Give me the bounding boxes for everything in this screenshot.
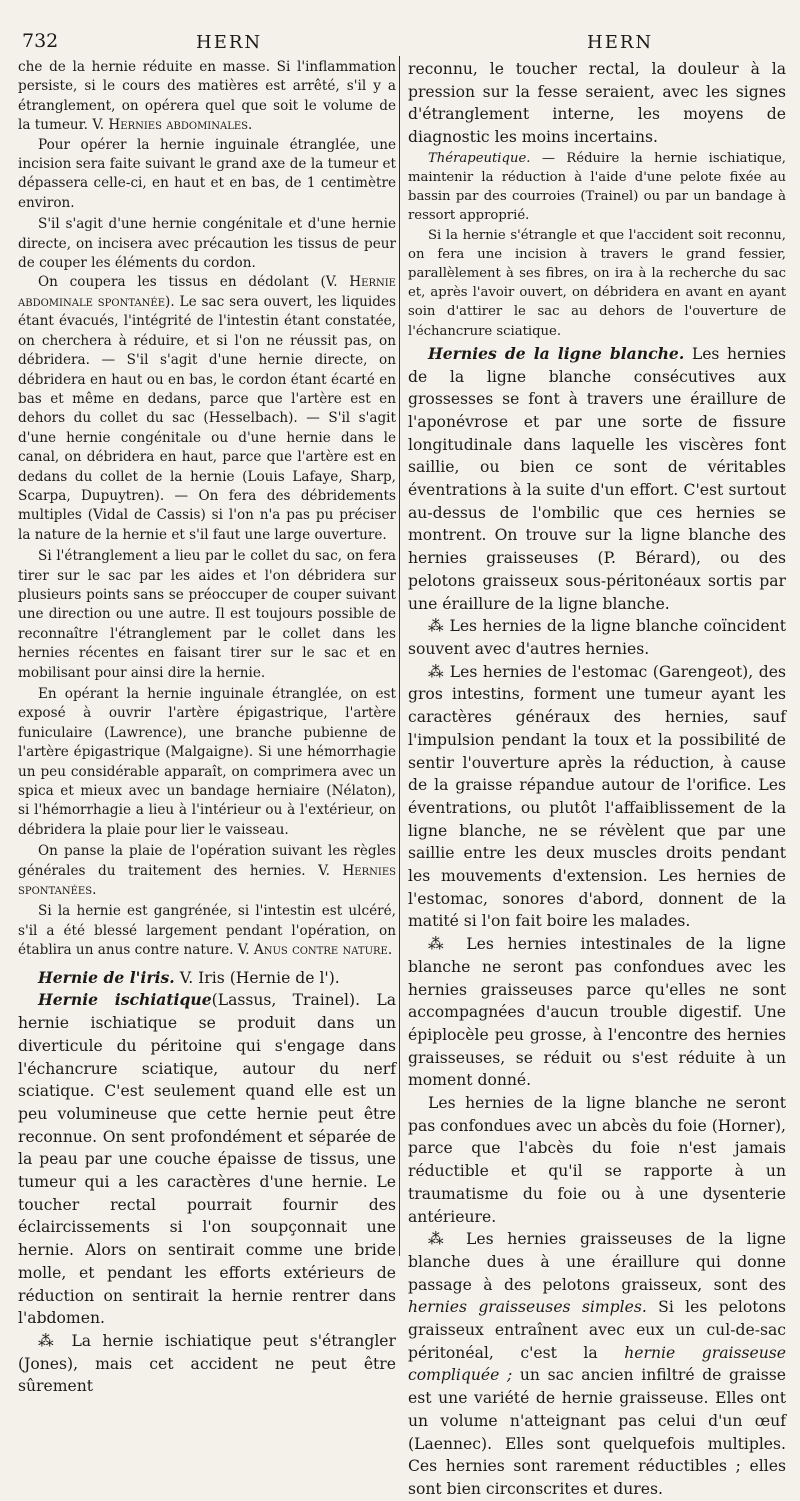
entry-hernie-ischiatique: Hernie ischiatique(Lassus, Trainel). La hernie ischiatique se produit dans un diverticule du péritoine qui s'engage dans l'échancrure sciatique, autour du nerf sciatique. C'est seulement quand elle est un peu volumineuse que cette hernie peut être reconnue. On sent profondément et séparée de la peau par une couche épaisse de tissus, une tumeur qui a les caractères d'une hernie. Le toucher rectal pourrait fournir des éclaircissements si l'on soupçonnait une hernie. Alors on sentirait comme une bride molle, et pendant les efforts extérieurs de réduction on sentirait la hernie rentrer dans l'abdomen.	[18, 990, 396, 1328]
cross-reference: Hernie abdominale spontanée	[18, 274, 396, 310]
entry-heading: Hernies de la ligne blanche.	[428, 343, 685, 363]
entry-heading: Hernie ischiatique	[38, 990, 212, 1010]
cross-reference: Hernies spontanées.	[18, 862, 396, 899]
paragraph: reconnu, le toucher rectal, la douleur à la pression sur la fesse seraient, avec les signes d'étranglement interne, les moyens de diagnostic les moins incertains.	[408, 60, 786, 147]
paragraph: che de la hernie réduite en masse. Si l'inflammation persiste, si le cours des matières est arrêté, s'il y a étranglement, on opérera quel que soit le volume de la tumeur. V. Hernies abdominales.	[18, 59, 396, 134]
note-paragraph: ⁂ Les hernies de la ligne blanche coïncident souvent avec d'autres hernies.	[408, 617, 786, 658]
paragraph: S'il s'agit d'une hernie congénitale et d'une hernie directe, on incisera avec précaution les tissus de peur de couper les éléments du cordon.	[18, 216, 396, 272]
paragraph: On coupera les tissus en dédolant (V. Hernie abdominale spontanée). Le sac sera ouvert, les liquides étant évacués, l'intégrité de l'intestin étant constatée, on cherchera à réduire, et si l'on ne réussit pas, on débridera. — S'il s'agit d'une hernie directe, on débridera en haut ou en bas, le cordon étant écarté en bas et même en dedans, parce que l'artère est en dehors du collet du sac (Hesselbach). — S'il s'agit d'une hernie congénitale ou d'une hernie dans le canal, on débridera en haut, parce que l'artère est en dedans du collet de la hernie (Louis Lafaye, Sharp, Scarpa, Dupuytren). — On fera des débridements multiples (Vidal de Cassis) si l'on n'a pas pu préciser la nature de la hernie et s'il faut une large ouverture.	[18, 274, 396, 543]
column-divider	[399, 56, 400, 1256]
note-paragraph: ⁂ Les hernies intestinales de la ligne blanche ne seront pas confondues avec les hernies graisseuses parce qu'elles ne sont accompagnées d'aucun trouble digestif. Une épiplocèle peu grosse, à l'encontre des hernies graisseuses, se réduit ou s'est réduite à un moment donné.	[408, 935, 786, 1090]
paragraph: Si l'étranglement a lieu par le collet du sac, on fera tirer sur le sac par les aides et l'on débridera sur plusieurs points sans se préoccuper de couper suivant une direction ou une autre. Il est toujours possible de reconnaître l'étranglement par le collet dans les hernies récentes en faisant tirer sur le sac et en mobilisant pour ainsi dire la hernie.	[18, 548, 396, 681]
page-header	[22, 30, 778, 56]
cross-reference: Hernies abdominales.	[108, 117, 253, 134]
note-paragraph: ⁂ Les hernies graisseuses de la ligne blanche dues à une éraillure qui donne passage à des pelotons graisseux, sont des hernies graisseuses simples. Si les pelotons graisseux entraînent avec eux un cul-de-sac péritonéal, c'est la hernie graisseuse compliquée ; un sac ancien infiltré de graisse est une variété de hernie graisseuse. Elles ont un volume n'atteignant pas celui d'un œuf (Laennec). Elles sont quelquefois multiples. Ces hernies sont rarement réductibles ; elles sont bien circonscrites et dures.	[408, 1230, 786, 1498]
entry-hernie-iris: Hernie de l'iris. V. Iris (Hernie de l').	[38, 967, 340, 987]
right-column	[408, 58, 786, 1501]
note-paragraph: ⁂ La hernie ischiatique peut s'étrangler (Jones), mais cet accident ne peut être sûrement	[18, 1331, 396, 1396]
paragraph: En opérant la hernie inguinale étranglée, on est exposé à ouvrir l'artère épigastrique, l'artère funiculaire (Lawrence), une branche pubienne de l'artère épigastrique (Malgaigne). Si une hémorrhagie un peu considérable apparaît, on comprimera avec un spica et mieux avec un bandage herniaire (Nélaton), si l'hémorrhagie a lieu à l'intérieur ou à l'extérieur, on débridera la plaie pour lier le vaisseau.	[18, 686, 396, 838]
running-head-left: HERN	[196, 32, 263, 53]
note-paragraph: ⁂ Les hernies de l'estomac (Garengeot), des gros intestins, forment une tumeur ayant les caractères généraux des hernies, sauf l'impulsion pendant la toux et la possibilité de sentir l'ouverture après la réduction, à cause de la graisse répandue autour de l'orifice. Les éventrations, ou plutôt l'affaiblissement de la ligne blanche, ne se révèlent que par une saillie entre les deux muscles droits pendant les mouvements d'extension. Les hernies de l'estomac, sonores d'abord, donnent de la matité si l'on fait boire les malades.	[408, 662, 786, 931]
paragraph: Les hernies de la ligne blanche ne seront pas confondues avec un abcès du foie (Horner), parce que l'abcès du foie n'est jamais réductible et qu'il se rapporte à un traumatisme du foie ou à une dysenterie antérieure.	[408, 1094, 786, 1226]
page-number: 732	[22, 30, 59, 52]
paragraph: Si la hernie est gangrénée, si l'intestin est ulcéré, s'il a été blessé largement pendant l'opération, on établira un anus contre nature. V. Anus contre nature.	[18, 903, 396, 959]
paragraph: Thérapeutique. — Réduire la hernie ischiatique, maintenir la réduction à l'aide d'une pelote fixée au bassin par des courroies (Trainel) ou par un bandage à ressort approprié.	[408, 150, 786, 224]
section-label: Thérapeutique.	[428, 150, 531, 166]
paragraph: On panse la plaie de l'opération suivant les règles générales du traitement des hernies. V. Hernies spontanées.	[18, 843, 396, 899]
running-head-right: HERN	[587, 32, 654, 53]
entry-heading: Hernie de l'iris.	[38, 967, 175, 987]
left-column	[18, 58, 396, 1398]
entry-ligne-blanche: Hernies de la ligne blanche. Les hernies de la ligne blanche consécutives aux grossesses se font à travers une éraillure de l'aponévrose et par une sorte de fissure longitudinale dans laquelle les viscères font saillie, ou bien ce sont de véritables éventrations à la suite d'un effort. C'est surtout au-dessus de l'ombilic que ces hernies se montrent. On trouve sur la ligne blanche des hernies graisseuses (P. Bérard), ou des pelotons graisseux sous-péritonéaux sortis par une éraillure de la ligne blanche.	[408, 343, 786, 613]
paragraph: Pour opérer la hernie inguinale étranglée, une incision sera faite suivant le grand axe de la tumeur et dépassera celle-ci, en haut et en bas, de 1 centimètre environ.	[18, 136, 396, 211]
cross-reference: Anus contre nature.	[253, 942, 393, 959]
paragraph: Si la hernie s'étrangle et que l'accident soit reconnu, on fera une incision à travers le grand fessier, parallèlement à ses fibres, on ira à la recherche du sac et, après l'avoir ouvert, on débridera en avant en ayant soin d'attirer le sac au dehors de l'ouverture de l'échancrure sciatique.	[408, 227, 786, 339]
